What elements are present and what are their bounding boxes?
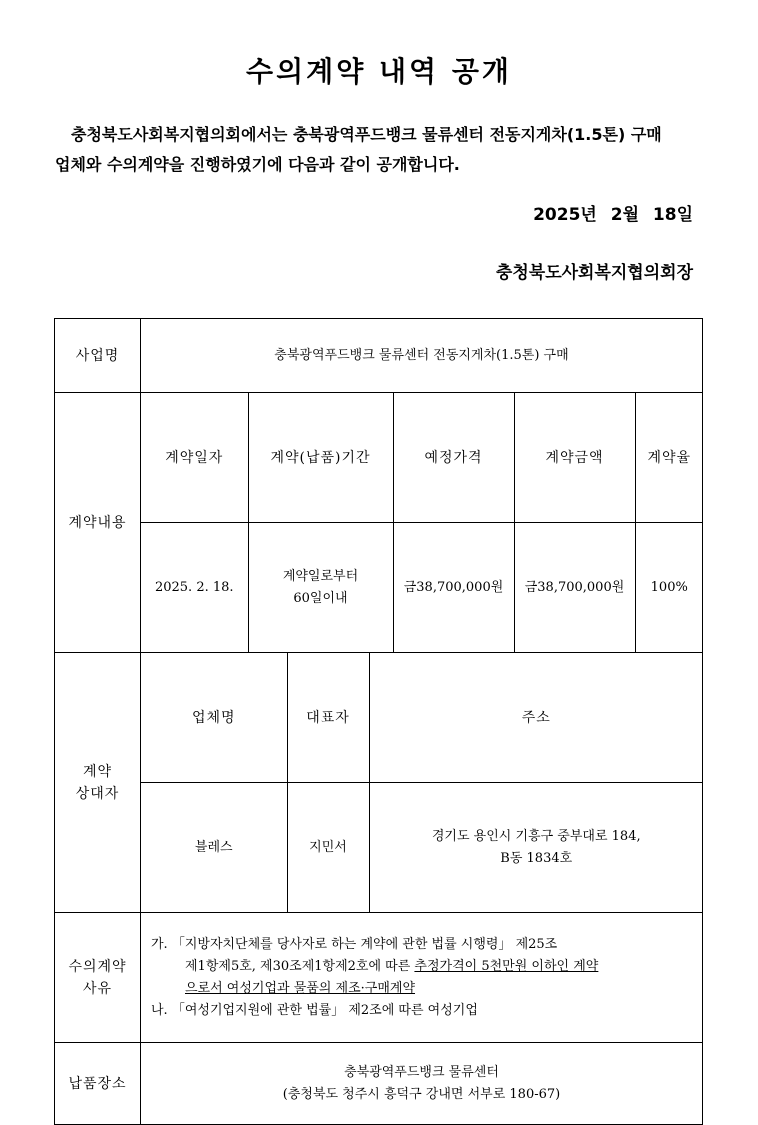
intro-line-2: 업체와 수의계약을 진행하였기에 다음과 같이 공개합니다. <box>55 155 460 174</box>
address-line-2: B동 1834호 <box>500 850 573 866</box>
header-estimated-price: 예정가격 <box>393 393 514 523</box>
contract-period-line-1: 계약일로부터 <box>282 568 359 584</box>
estimated-price: 금38,700,000원 <box>393 523 514 653</box>
reason-a-line-2-plain: 제1항제5호, 제30조제1항제2호에 따른 <box>185 958 415 974</box>
reason-label-line-2: 사유 <box>82 980 113 997</box>
contract-rate: 100% <box>635 523 703 653</box>
company-name: 블레스 <box>141 783 287 913</box>
reason-b: 나. 「여성기업지원에 관한 법률」 제2조에 따른 여성기업 <box>151 1002 478 1018</box>
document-date: 2025년 2월 18일 <box>533 205 693 225</box>
party-inner-table <box>141 653 703 912</box>
reason-a-line-3 <box>151 978 692 1000</box>
contract-amount: 금38,700,000원 <box>514 523 635 653</box>
header-contract-amount: 계약금액 <box>514 393 635 523</box>
representative-name: 지민서 <box>287 783 369 913</box>
party-label-line-2: 상대자 <box>75 785 120 802</box>
header-contract-rate: 계약율 <box>635 393 703 523</box>
party-details <box>141 653 703 913</box>
delivery-line-1: 충북광역푸드뱅크 물류센터 <box>344 1064 499 1080</box>
organization-name: 충청북도사회복지협의회장 <box>495 263 693 283</box>
contract-period-line-2: 60일이내 <box>293 590 348 606</box>
reason-label <box>55 913 141 1043</box>
reason-text <box>141 913 703 1043</box>
header-contract-period: 계약(납품)기간 <box>248 393 393 523</box>
delivery-place <box>141 1043 703 1125</box>
header-contract-date: 계약일자 <box>141 393 248 523</box>
delivery-label: 납품장소 <box>55 1043 141 1125</box>
address-line-1: 경기도 용인시 기흥구 중부대로 184, <box>431 828 641 844</box>
contract-label: 계약내용 <box>55 393 141 653</box>
contract-table <box>54 318 703 1125</box>
header-representative: 대표자 <box>287 653 369 783</box>
intro-line-1: 충청북도사회복지협의회에서는 충북광역푸드뱅크 물류센터 전동지게차(1.5톤) 구매 <box>71 125 662 144</box>
delivery-line-2: (충청북도 청주시 흥덕구 강내면 서부로 180-67) <box>282 1086 561 1102</box>
party-label-line-1: 계약 <box>82 763 113 780</box>
reason-label-line-1: 수의계약 <box>68 958 127 975</box>
reason-a-line-2 <box>151 956 692 978</box>
company-address <box>369 783 703 913</box>
contract-inner-table <box>141 393 703 652</box>
document-title: 수의계약 내역 공개 <box>246 55 512 88</box>
party-label <box>55 653 141 913</box>
contract-date: 2025. 2. 18. <box>141 523 248 653</box>
project-name: 충북광역푸드뱅크 물류센터 전동지게차(1.5톤) 구매 <box>141 319 703 393</box>
intro-paragraph <box>55 120 705 180</box>
reason-a-line-2-underlined: 추정가격이 5천만원 이하인 계약 <box>414 958 599 974</box>
header-company: 업체명 <box>141 653 287 783</box>
contract-period <box>248 523 393 653</box>
contract-details <box>141 393 703 653</box>
project-label: 사업명 <box>55 319 141 393</box>
header-address: 주소 <box>369 653 703 783</box>
reason-a-line-1: 가. 「지방자치단체를 당사자로 하는 계약에 관한 법률 시행령」 제25조 <box>151 936 558 952</box>
reason-a-line-3-underlined: 으로서 여성기업과 물품의 제조·구매계약 <box>185 980 416 996</box>
